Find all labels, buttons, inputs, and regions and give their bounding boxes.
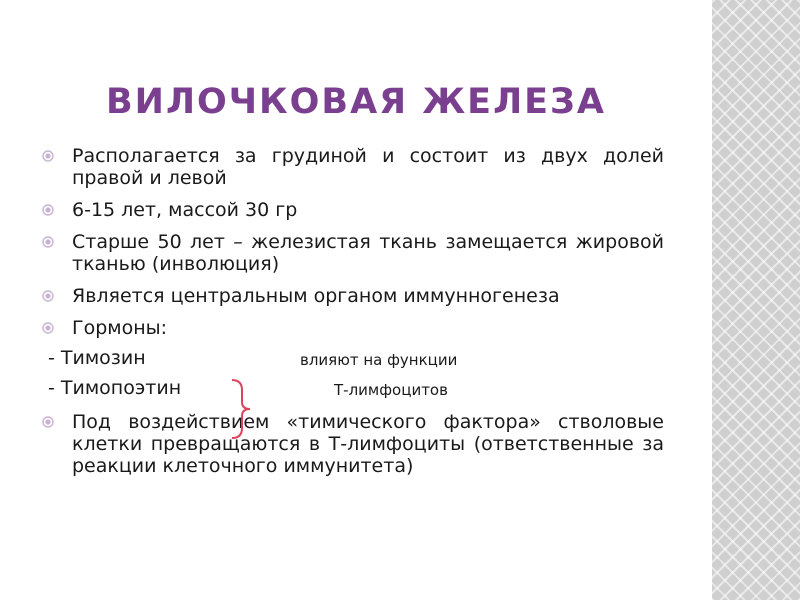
bullet-marker-icon: [42, 416, 54, 428]
slide-title: ВИЛОЧКОВАЯ ЖЕЛЕЗА: [105, 82, 607, 122]
hormone-row: [38, 343, 664, 373]
bullet-item: [38, 317, 664, 339]
bullet-marker-icon: [42, 322, 54, 334]
bullet-text: Гормоны:: [72, 317, 168, 339]
hormone-name: - Тимозин: [48, 347, 146, 369]
bullet-marker-icon: [42, 204, 54, 216]
bullet-marker-icon: [42, 290, 54, 302]
bullet-item: [38, 231, 664, 275]
bullet-item: [38, 411, 664, 477]
bullet-marker-icon: [42, 236, 54, 248]
bullet-marker-icon: [42, 150, 54, 162]
right-brace-icon: [228, 378, 258, 440]
bullet-text: Старше 50 лет – железистая ткань замещается жировой тканью (инволюция): [72, 231, 664, 275]
bullet-item: [38, 285, 664, 307]
decorative-side-pattern: [712, 0, 800, 600]
bullet-text: Является центральным органом иммунногенеза: [72, 285, 560, 307]
bullet-item: [38, 199, 664, 221]
hormone-note: Т-лимфоцитов: [334, 381, 448, 399]
bullet-text: Под воздействием «тимического фактора» стволовые клетки превращаются в Т-лимфоциты (ответственные за реакции клеточного иммунитета): [72, 411, 664, 477]
hormone-name: - Тимопоэтин: [48, 377, 182, 399]
bullet-text: Располагается за грудиной и состоит из двух долей правой и левой: [72, 145, 664, 189]
hormone-note: влияют на функции: [300, 351, 458, 369]
hormone-row: [38, 373, 664, 403]
bullet-text: 6-15 лет, массой 30 гр: [72, 199, 298, 221]
slide-body: [38, 145, 664, 487]
bullet-item: [38, 145, 664, 189]
